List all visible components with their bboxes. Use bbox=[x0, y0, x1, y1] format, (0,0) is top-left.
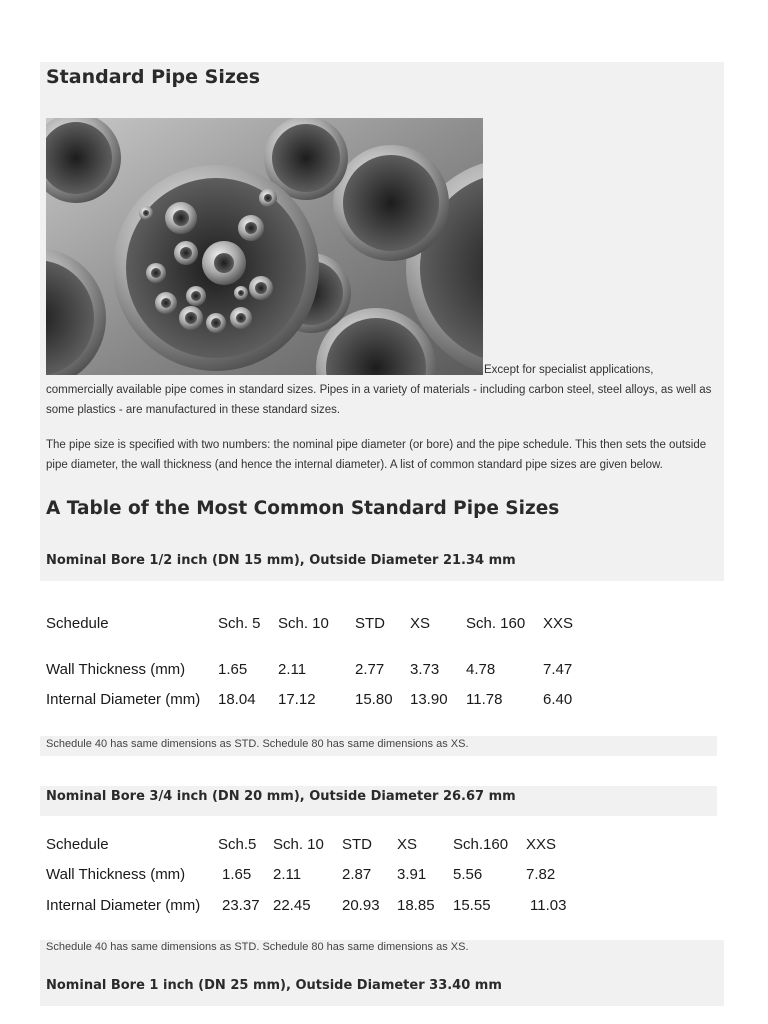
value-cell: 11.78 bbox=[466, 691, 503, 708]
page-title: Standard Pipe Sizes bbox=[46, 66, 261, 88]
para2-line-2: pipe diameter, the wall thickness (and hence the internal diameter). A list of common standard pipe sizes are given below. bbox=[46, 459, 663, 471]
header-cell: Sch. 5 bbox=[218, 615, 261, 632]
value-cell: 2.77 bbox=[355, 661, 385, 678]
value-cell: 22.45 bbox=[273, 897, 311, 914]
header-cell: Sch. 10 bbox=[273, 836, 324, 853]
row-label: Internal Diameter (mm) bbox=[46, 691, 201, 708]
value-cell: 18.04 bbox=[218, 691, 256, 708]
row-label: Wall Thickness (mm) bbox=[46, 866, 186, 883]
header-cell: Sch.160 bbox=[453, 836, 509, 853]
section1-heading: Nominal Bore 1/2 inch (DN 15 mm), Outside Diameter 21.34 mm bbox=[46, 553, 516, 568]
header-cell: STD bbox=[355, 615, 385, 632]
intro-line-3: some plastics - are manufactured in these standard sizes. bbox=[46, 404, 341, 416]
pipes-illustration bbox=[46, 118, 483, 375]
value-cell: 11.03 bbox=[530, 897, 567, 914]
header-cell: XS bbox=[397, 836, 418, 853]
value-cell: 15.55 bbox=[453, 897, 491, 914]
header-cell: XS bbox=[410, 615, 431, 632]
section2-heading: Nominal Bore 3/4 inch (DN 20 mm), Outside Diameter 26.67 mm bbox=[46, 789, 516, 804]
value-cell: 1.65 bbox=[218, 661, 248, 678]
header-cell: Sch. 10 bbox=[278, 615, 329, 632]
value-cell: 3.91 bbox=[397, 866, 427, 883]
value-cell: 2.11 bbox=[273, 866, 302, 883]
value-cell: 7.82 bbox=[526, 866, 556, 883]
intro-first-line: Except for specialist applications, bbox=[484, 364, 654, 376]
value-cell: 5.56 bbox=[453, 866, 483, 883]
header-cell: Sch.5 bbox=[218, 836, 257, 853]
value-cell: 1.65 bbox=[222, 866, 252, 883]
value-cell: 4.78 bbox=[466, 661, 496, 678]
value-cell: 18.85 bbox=[397, 897, 435, 914]
value-cell: 13.90 bbox=[410, 691, 448, 708]
header-cell: Sch. 160 bbox=[466, 615, 526, 632]
header-cell: XXS bbox=[526, 836, 557, 853]
section1-note: Schedule 40 has same dimensions as STD. Schedule 80 has same dimensions as XS. bbox=[46, 738, 469, 750]
header-cell: XXS bbox=[543, 615, 574, 632]
value-cell: 17.12 bbox=[278, 691, 316, 708]
header-cell: Schedule bbox=[46, 615, 109, 632]
value-cell: 23.37 bbox=[222, 897, 260, 914]
value-cell: 20.93 bbox=[342, 897, 380, 914]
section3-heading: Nominal Bore 1 inch (DN 25 mm), Outside Diameter 33.40 mm bbox=[46, 978, 502, 993]
para2-line-1: The pipe size is specified with two numbers: the nominal pipe diameter (or bore) and the pipe schedule. This then sets the outside bbox=[46, 439, 707, 451]
row-label: Internal Diameter (mm) bbox=[46, 897, 201, 914]
value-cell: 3.73 bbox=[410, 661, 440, 678]
pipes-photo bbox=[46, 118, 483, 375]
value-cell: 2.11 bbox=[278, 661, 307, 678]
table-heading: A Table of the Most Common Standard Pipe Sizes bbox=[46, 498, 560, 519]
value-cell: 2.87 bbox=[342, 866, 372, 883]
intro-line-2: commercially available pipe comes in standard sizes. Pipes in a variety of materials - including carbon steel, steel alloys, as well as bbox=[46, 384, 712, 396]
value-cell: 6.40 bbox=[543, 691, 573, 708]
section2-note: Schedule 40 has same dimensions as STD. Schedule 80 has same dimensions as XS. bbox=[46, 941, 469, 953]
row-label: Wall Thickness (mm) bbox=[46, 661, 186, 678]
value-cell: 7.47 bbox=[543, 661, 573, 678]
value-cell: 15.80 bbox=[355, 691, 393, 708]
header-cell: STD bbox=[342, 836, 372, 853]
header-cell: Schedule bbox=[46, 836, 109, 853]
